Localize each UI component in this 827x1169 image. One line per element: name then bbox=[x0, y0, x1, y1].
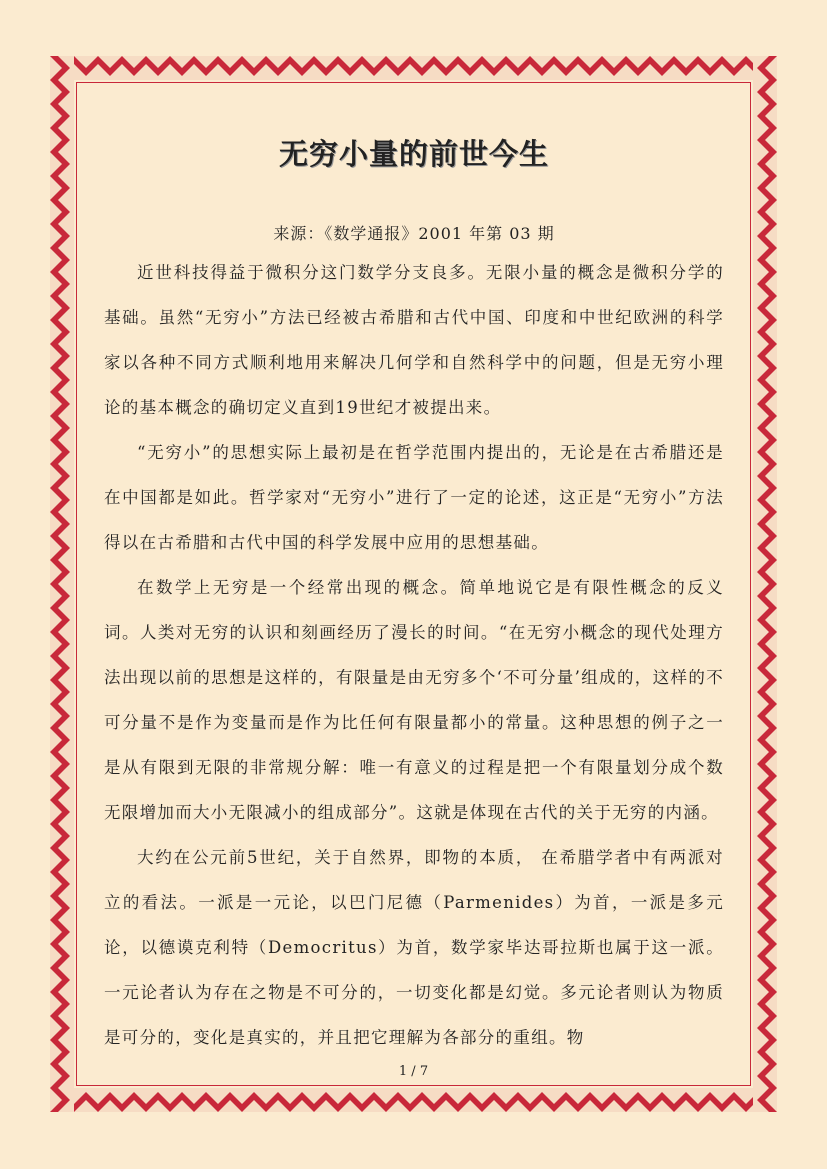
page-number: 1 / 7 bbox=[398, 1064, 429, 1079]
source-line: 来源：《数学通报》2001 年第 03 期 bbox=[273, 224, 555, 243]
page-content bbox=[104, 120, 724, 1060]
border-bottom bbox=[50, 1088, 777, 1112]
border-left bbox=[50, 56, 74, 1112]
paragraph-1: 近世科技得益于微积分这门数学分支良多。无限小量的概念是微积分学的基础。虽然“无穷小”方法已经被古希腊和古代中国、印度和中世纪欧洲的科学家以各种不同方式顺利地用来解决几何学和自然科学中的问题，但是无穷小理论的基本概念的确切定义直到19世纪才被提出来。 bbox=[104, 263, 724, 417]
page-title: 无穷小量的前世今生 bbox=[278, 137, 549, 171]
border-right bbox=[753, 56, 777, 1112]
paragraph-3: 在数学上无穷是一个经常出现的概念。简单地说它是有限性概念的反义词。人类对无穷的认识和刻画经历了漫长的时间。“在无穷小概念的现代处理方法出现以前的思想是这样的，有限量是由无穷多个‘不可分量’组成的，这样的不可分量不是作为变量而是作为比任何有限量都小的常量。这种思想的例子之一是从有限到无限的非常规分解：唯一有意义的过程是把一个有限量划分成个数无限增加而大小无限减小的组成部分”。这就是体现在古代的关于无穷的内涵。 bbox=[104, 578, 724, 822]
paragraph-2: “无穷小”的思想实际上最初是在哲学范围内提出的，无论是在古希腊还是在中国都是如此。哲学家对“无穷小”进行了一定的论述，这正是“无穷小”方法得以在古希腊和古代中国的科学发展中应用的思想基础。 bbox=[104, 443, 724, 552]
paragraph-4: 大约在公元前5世纪，关于自然界，即物的本质， 在希腊学者中有两派对立的看法。一派是一元论，以巴门尼德（Parmenides）为首，一派是多元论，以德谟克利特（Democritus）为首，数学家毕达哥拉斯也属于这一派。一元论者认为存在之物是不可分的，一切变化都是幻觉。多元论者则认为物质是可分的，变化是真实的，并且把它理解为各部分的重组。物 bbox=[104, 848, 724, 1047]
border-top bbox=[50, 56, 777, 80]
